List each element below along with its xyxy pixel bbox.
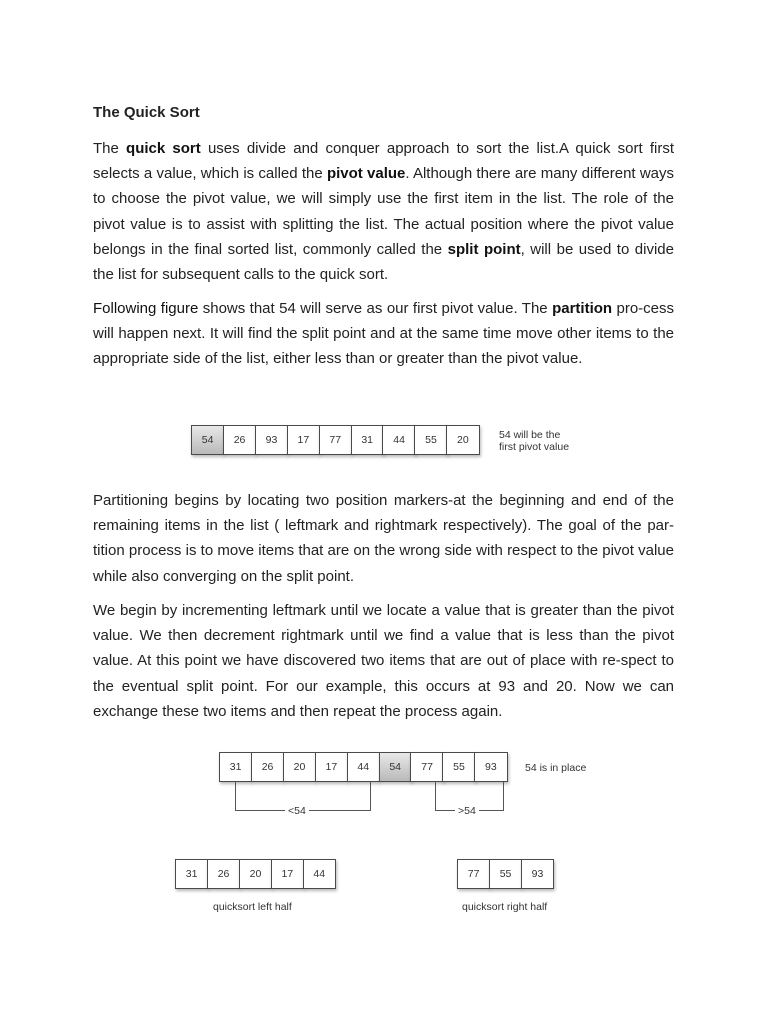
term-quick-sort: quick sort	[126, 140, 201, 157]
text-run: The	[93, 140, 127, 157]
list-cell: 44	[303, 859, 336, 889]
pivot-cell: 54	[379, 752, 412, 782]
text-run: , will be used to divide the list for subsequent calls to the quick sort.	[93, 240, 674, 284]
list-cell: 77	[410, 752, 443, 782]
paragraph-pivot	[93, 296, 674, 372]
list-cell: 17	[271, 859, 304, 889]
list-cell: 93	[521, 859, 554, 889]
left-bracket-label: <54	[285, 805, 309, 817]
list-cell: 77	[319, 425, 352, 455]
text-run: pro-cess will happen next. It will find the split point and at the same time move other items to the appropriate side of the list, either less than or greater than the pivot value.	[93, 300, 674, 368]
list-cell: 17	[287, 425, 320, 455]
list-cell: 77	[457, 859, 490, 889]
text-run: . Although there are many different ways to choose the pivot value, we will simply use the first item in the list. The role of the pivot value is to assist with splitting the list. The actual position where the pivot value belongs in the final sorted list, commonly called the	[93, 165, 675, 258]
right-half-row	[457, 859, 554, 889]
right-bracket-label: >54	[455, 805, 479, 817]
term-pivot-value: pivot value	[326, 165, 406, 183]
page-title: The Quick Sort	[93, 104, 200, 121]
list-cell: 31	[351, 425, 384, 455]
term-split-point: split point	[447, 240, 521, 258]
list-row	[219, 752, 508, 782]
list-cell: 44	[347, 752, 380, 782]
in-place-note: 54 is in place	[525, 762, 587, 774]
list-cell: 93	[255, 425, 288, 455]
list-row	[191, 425, 480, 455]
pivot-note	[499, 429, 569, 453]
figure-reference-link[interactable]: Following figure	[93, 300, 199, 317]
list-cell: 20	[446, 425, 479, 455]
list-cell: 31	[219, 752, 252, 782]
list-cell: 55	[489, 859, 522, 889]
paragraph-exchange: We begin by incrementing leftmark until we locate a value that is greater than the pivot value. We then decrement rightmark until we find a value that is less than the pivot value. At this point we have discovered two items that are out of place with re-spect to the eventual split point. For our example, this occurs at 93 and 20. Now we can exchange these two items and then repeat the process again.	[93, 602, 674, 720]
list-cell: 26	[223, 425, 256, 455]
paragraph-partitioning: Partitioning begins by locating two position markers-at the beginning and end of the remaining items in the list ( leftmark and rightmark respectively). The goal of the par-tition process is to move items that are on the wrong side with respect to the pivot value while also converging on the split point.	[93, 492, 674, 585]
right-half-label: quicksort right half	[462, 901, 548, 913]
list-cell: 55	[442, 752, 475, 782]
text-run: shows that 54 will serve as our first pivot value. The	[198, 300, 553, 317]
list-cell: 93	[474, 752, 507, 782]
pivot-note-line-2: first pivot value	[499, 441, 570, 453]
list-cell: 55	[414, 425, 447, 455]
list-cell: 17	[315, 752, 348, 782]
list-cell: 31	[175, 859, 208, 889]
paragraph-intro	[93, 136, 674, 287]
left-half-row	[175, 859, 336, 889]
list-cell: 26	[251, 752, 284, 782]
list-cell: 20	[239, 859, 272, 889]
text-run: uses divide and conquer approach to sort the list.A quick sort first selects a value, which is called the	[93, 140, 674, 183]
list-cell: 20	[283, 752, 316, 782]
list-cell: 44	[382, 425, 415, 455]
pivot-note-line-1: 54 will be the	[499, 429, 561, 441]
left-half-label: quicksort left half	[213, 901, 292, 913]
pivot-cell: 54	[191, 425, 224, 455]
term-partition: partition	[552, 300, 613, 317]
list-cell: 26	[207, 859, 240, 889]
